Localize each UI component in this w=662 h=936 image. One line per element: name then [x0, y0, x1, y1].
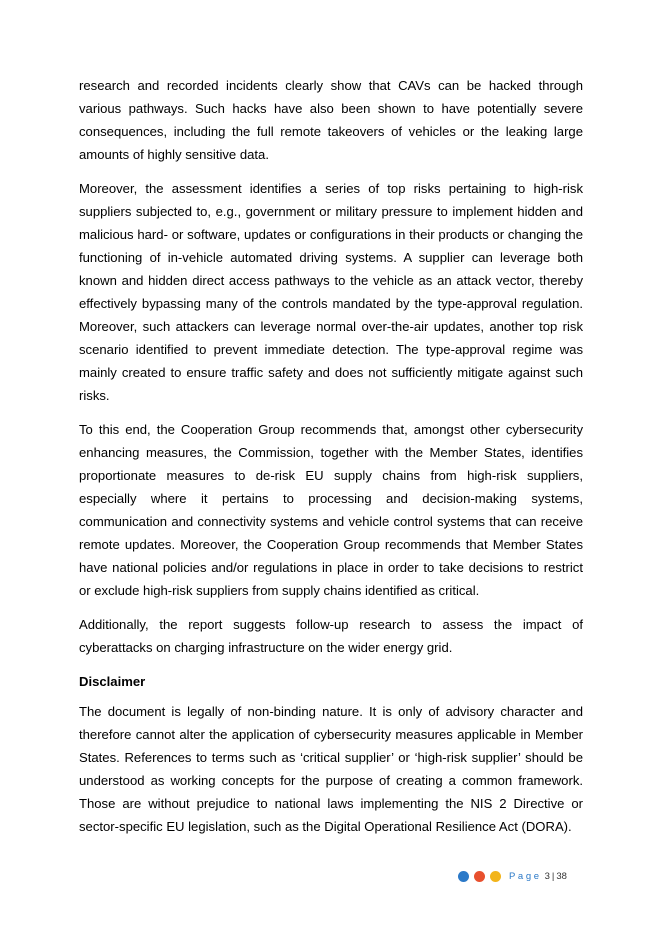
- red-dot-icon: [474, 871, 485, 882]
- disclaimer-text: The document is legally of non-binding nature. It is only of advisory character and therefore cannot alter the application of cybersecurity measures applicable in Member States. References to terms such as ‘critical supplier’ or ‘high-risk supplier’ should be understood as working concepts for the purpose of creating a common framework. Those are without prejudice to national laws implementing the NIS 2 Directive or sector-specific EU legislation, such as the Digital Operational Resilience Act (DORA).: [79, 704, 583, 834]
- total-pages: 38: [556, 870, 567, 882]
- paragraph-follow-up: Additionally, the report suggests follow-up research to assess the impact of cyberattacks on charging infrastructure on the wider energy grid.: [79, 617, 583, 655]
- page-separator: |: [551, 870, 555, 882]
- page-footer: [458, 868, 567, 884]
- paragraph-recommendations: To this end, the Cooperation Group recommends that, amongst other cybersecurity enhancing measures, the Commission, together with the Member States, identifies proportionate measures to de-risk EU supply chains from high-risk suppliers, especially where it pertains to processing and decision-making systems, communication and connectivity systems and vehicle control systems that can receive remote updates. Moreover, the Cooperation Group recommends that Member States have national policies and/or regulations in place in order to take decisions to restrict or exclude high-risk suppliers from supply chains identified as critical.: [79, 422, 583, 598]
- body-text: [79, 74, 583, 849]
- paragraph-top-risks: Moreover, the assessment identifies a series of top risks pertaining to high-risk suppliers subjected to, e.g., government or military pressure to implement hidden and malicious hard- or software, updates or configurations in their products or changing the functioning of in-vehicle automated driving systems. A supplier can leverage both known and hidden direct access pathways to the vehicle as an attack vector, thereby effectively bypassing many of the controls mandated by the type-approval regulation. Moreover, such attackers can leverage normal over-the-air updates, another top risk scenario identified to prevent immediate detection. The type-approval regime was mainly created to ensure traffic safety and does not sufficiently mitigate against such risks.: [79, 181, 583, 403]
- current-page-number: 3: [544, 870, 550, 882]
- blue-dot-icon: [458, 871, 469, 882]
- disclaimer-heading: Disclaimer: [79, 674, 146, 689]
- page-label: Page: [509, 870, 542, 882]
- yellow-dot-icon: [490, 871, 501, 882]
- paragraph-cav-hacks: research and recorded incidents clearly show that CAVs can be hacked through various pathways. Such hacks have also been shown to have potentially severe consequences, including the full remote takeovers of vehicles or the leaking large amounts of highly sensitive data.: [79, 78, 583, 162]
